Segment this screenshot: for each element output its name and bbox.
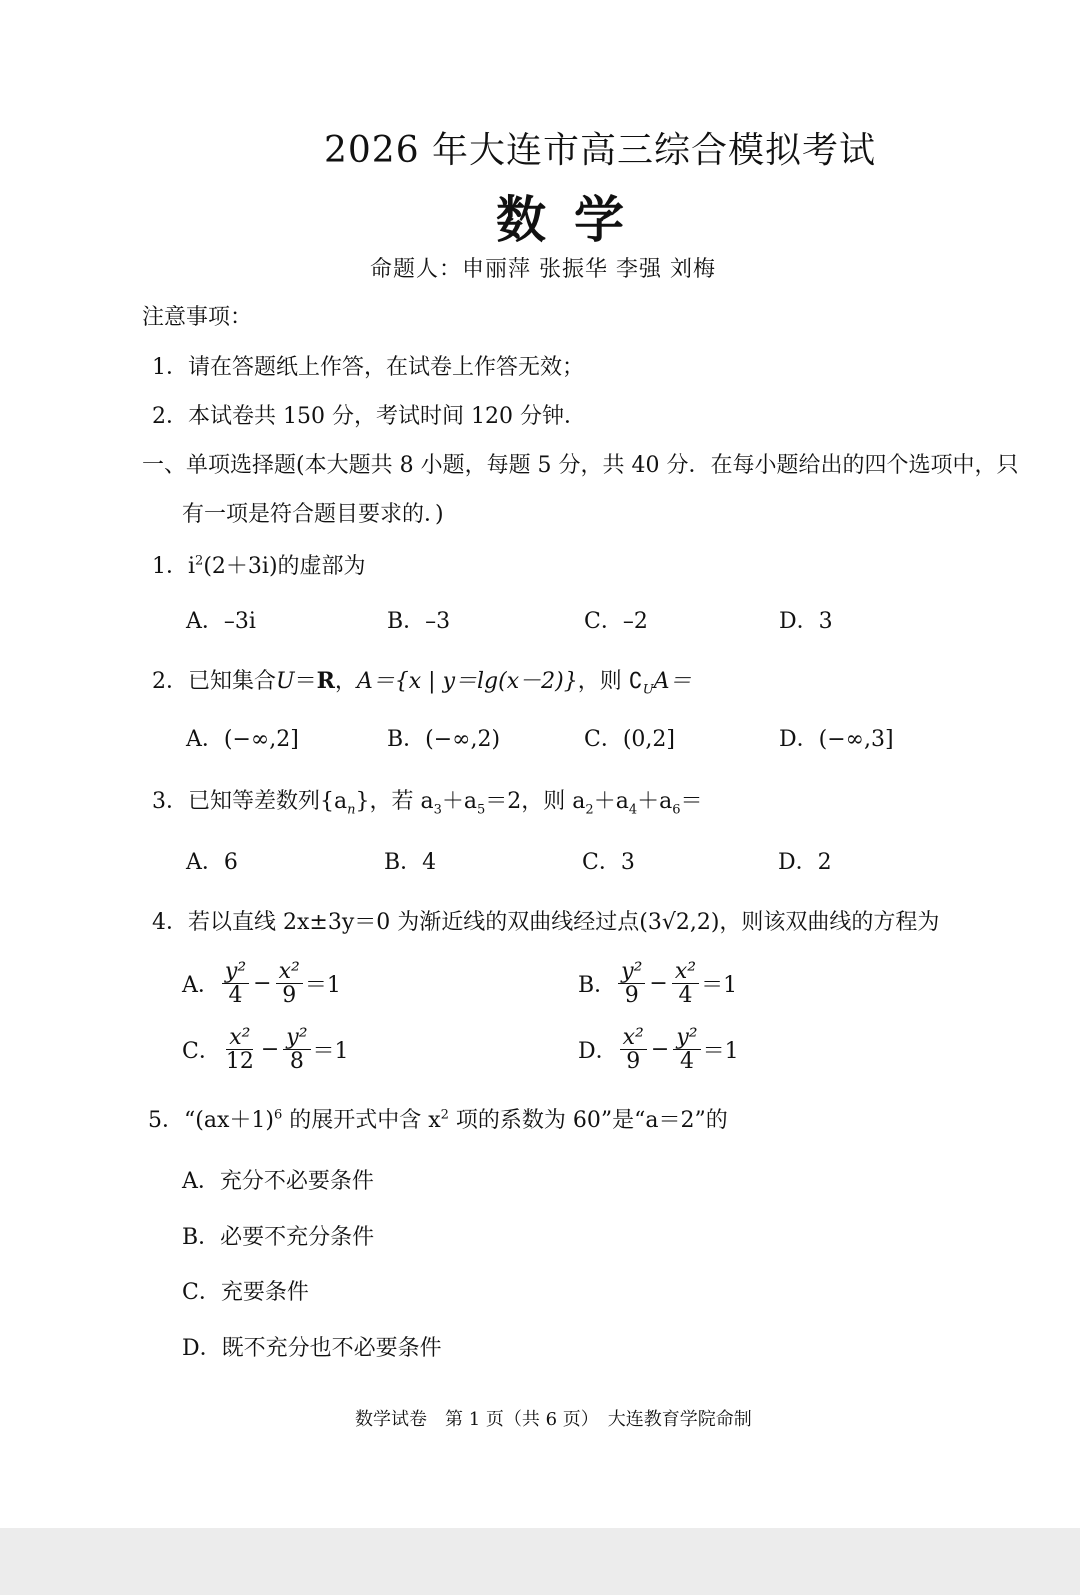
question-number: 3．: [152, 789, 188, 814]
page-footer: 数学试卷 第 1 页（共 6 页） 大连教育学院命制: [355, 1409, 752, 1430]
q5-exponent: 6: [273, 1107, 283, 1123]
subject-title: 数学: [496, 190, 652, 249]
q3-option-a: A．6: [186, 850, 238, 875]
question-number: 4．: [152, 910, 188, 935]
q5-stem-part: 的展开式中含 x: [282, 1108, 441, 1133]
equals-one: ＝1: [312, 1039, 349, 1065]
q3-stem-part: ＝: [680, 789, 703, 814]
q2-var-u: U: [276, 669, 295, 694]
question-5-stem: [148, 1103, 728, 1134]
numerator: x²: [226, 1026, 253, 1050]
notice-heading: 注意事项：: [142, 305, 253, 330]
option-label: B．: [578, 973, 617, 999]
question-number: 5．: [148, 1108, 184, 1133]
q4-option-d: [578, 1026, 739, 1073]
q3-subscript: 4: [628, 802, 638, 818]
q3-stem-part: }，若 a: [355, 789, 434, 814]
option-label: D．: [578, 1039, 618, 1065]
question-2-stem: [152, 664, 692, 697]
question-number: 1．: [152, 554, 188, 579]
q3-subscript: 5: [477, 802, 486, 818]
q3-subscript: n: [347, 802, 356, 818]
q3-option-c: C．3: [582, 850, 635, 875]
equals-one: ＝1: [304, 973, 341, 999]
numerator: x²: [620, 1026, 647, 1050]
q2-option-d: D．(−∞,3]: [779, 727, 894, 752]
q1-stem-part: i: [188, 554, 196, 579]
q5-option-b: B．必要不充分条件: [182, 1225, 375, 1250]
question-number: 2．: [152, 669, 188, 694]
q5-exponent: 2: [440, 1107, 449, 1123]
q1-option-d: D．3: [779, 609, 833, 634]
notice-item-2: 2．本试卷共 150 分，考试时间 120 分钟．: [152, 404, 586, 429]
q4-stem-part: ,2)，则该双曲线的方程为: [689, 910, 940, 935]
q3-stem-part: ＋a: [637, 789, 673, 814]
q1-option-b: B．–3: [387, 609, 451, 634]
q1-exponent: 2: [195, 553, 204, 569]
minus-sign: −: [650, 1037, 670, 1063]
q5-stem-part: “(ax＋1): [184, 1108, 274, 1133]
option-label: A．: [182, 973, 220, 999]
q1-option-c: C．–2: [584, 609, 648, 634]
q3-option-d: D．2: [778, 850, 832, 875]
fraction: [223, 1026, 257, 1073]
question-3-stem: [152, 784, 703, 817]
q4-option-b: [578, 960, 737, 1007]
q3-stem-part: ＋a: [593, 789, 629, 814]
denominator: 9: [624, 983, 639, 1009]
fraction: [283, 1026, 310, 1073]
minus-sign: −: [260, 1037, 280, 1063]
fraction: [673, 1026, 700, 1073]
exam-title: 2026 年大连市高三综合模拟考试: [324, 130, 877, 171]
q3-subscript: 3: [433, 802, 442, 818]
denominator: 4: [228, 983, 243, 1009]
q4-option-a: [182, 960, 341, 1007]
numerator: x²: [672, 960, 699, 984]
numerator: y²: [618, 960, 645, 984]
notice-item-1: 1．请在答题纸上作答，在试卷上作答无效；: [152, 355, 584, 380]
q4-option-c: [182, 1026, 349, 1073]
q2-stem-part: 已知集合: [188, 669, 277, 694]
q3-subscript: 6: [672, 802, 681, 818]
denominator: 12: [225, 1049, 254, 1075]
question-1-stem: [152, 549, 366, 580]
q2-stem-part: ，: [334, 669, 357, 694]
fraction: [618, 960, 645, 1007]
equals-one: ＝1: [702, 1039, 739, 1065]
fraction: [222, 960, 249, 1007]
bottom-background-strip: [0, 1528, 1080, 1595]
minus-sign: −: [649, 971, 668, 997]
numerator: y²: [673, 1026, 700, 1050]
question-4-stem: [152, 905, 939, 936]
q4-sqrt: √2: [661, 910, 690, 935]
section-heading-line1: 一、单项选择题(本大题共 8 小题，每题 5 分，共 40 分．在每小题给出的四个选项中，只: [142, 453, 1019, 478]
fraction: [620, 1026, 647, 1073]
q2-option-b: B．(−∞,2): [387, 727, 501, 752]
fraction: [672, 960, 699, 1007]
numerator: y²: [283, 1026, 310, 1050]
q5-option-a: A．充分不必要条件: [182, 1169, 374, 1194]
numerator: x²: [276, 960, 303, 984]
q2-stem-part: ＝: [294, 669, 317, 694]
minus-sign: −: [253, 971, 272, 997]
q3-stem-part: 已知等差数列{a: [188, 789, 348, 814]
q4-stem-part: 若以直线 2x±3y＝0 为渐近线的双曲线经过点(3: [188, 910, 662, 935]
denominator: 8: [289, 1049, 304, 1075]
q5-option-c: C．充要条件: [182, 1280, 309, 1305]
denominator: 4: [679, 1049, 694, 1075]
q2-complement-subscript: U: [642, 682, 654, 698]
q2-real-set: R: [316, 668, 335, 694]
section-heading-line2: 有一项是符合题目要求的．): [182, 502, 444, 527]
q5-stem-part: 项的系数为 60”是“a＝2”的: [448, 1108, 728, 1133]
denominator: 9: [282, 983, 297, 1009]
equals-one: ＝1: [701, 973, 738, 999]
q5-option-d: D．既不充分也不必要条件: [182, 1336, 442, 1361]
denominator: 4: [678, 983, 693, 1009]
q2-stem-part: A＝: [653, 669, 692, 694]
q3-stem-part: ＋a: [441, 789, 478, 814]
authors-line: 命题人：申丽萍 张振华 李强 刘梅: [370, 257, 716, 282]
q1-option-a: A．–3i: [186, 609, 256, 634]
q2-set-a: A＝{x | y＝lg(x－2)}: [356, 669, 578, 694]
q2-stem-part: ，则 ∁: [577, 669, 643, 694]
numerator: y²: [222, 960, 249, 984]
q1-stem-part: (2＋3i)的虚部为: [203, 554, 366, 579]
q3-stem-part: ＝2，则 a: [485, 789, 586, 814]
q3-subscript: 2: [585, 802, 594, 818]
q2-option-a: A．(−∞,2]: [186, 727, 299, 752]
fraction: [276, 960, 303, 1007]
q2-option-c: C．(0,2]: [584, 727, 675, 752]
denominator: 9: [626, 1049, 641, 1075]
q3-option-b: B．4: [384, 850, 437, 875]
option-label: C．: [182, 1039, 221, 1065]
